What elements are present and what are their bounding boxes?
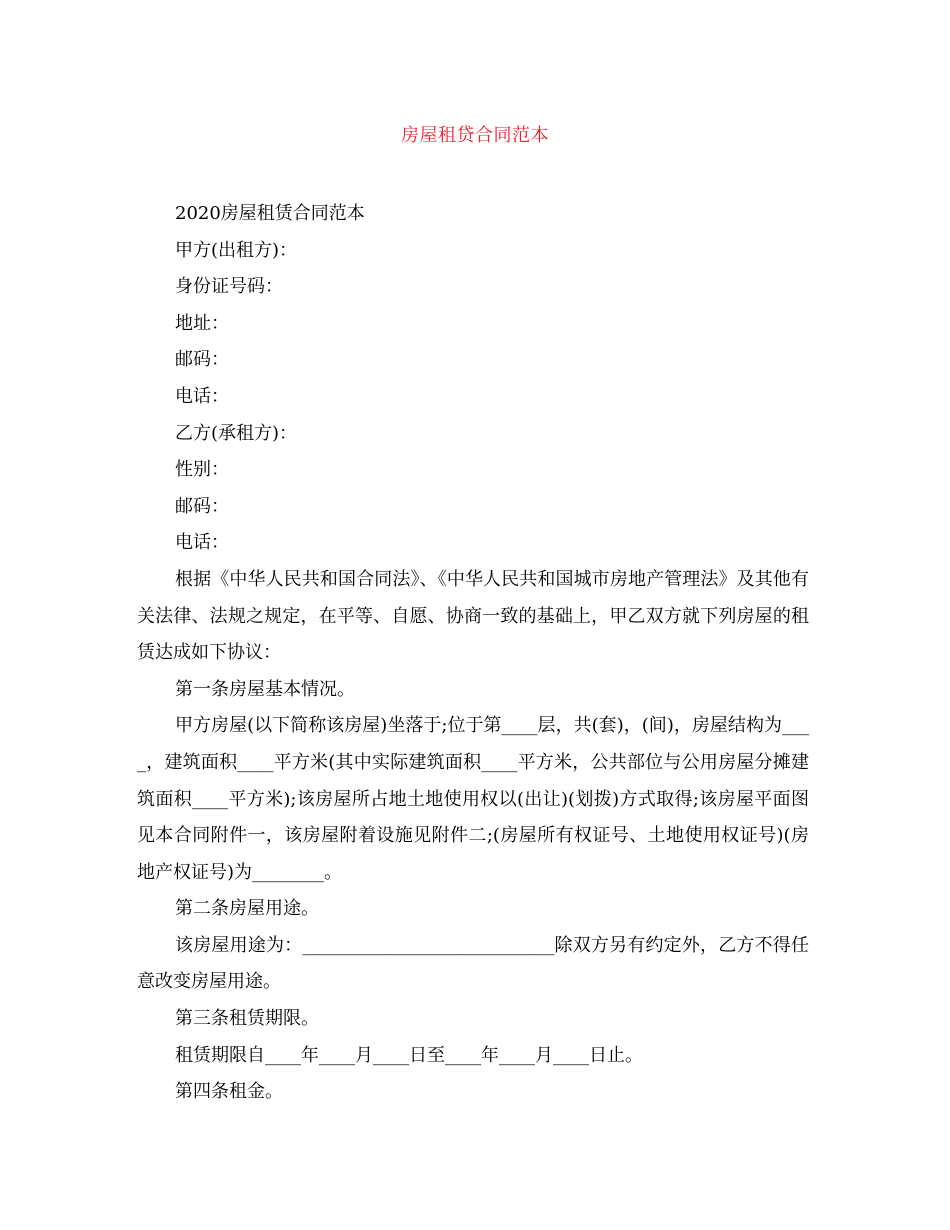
party-b-label: 乙方(承租方)： [175,422,298,444]
postcode-label-b: 邮码： [175,495,229,517]
contract-heading: 2020房屋租赁合同范本 [175,203,365,224]
article-2-paragraph: 该房屋用途为：____________________________除双方另有约定外，乙方不得任意改变房屋用途。 [137,934,809,993]
id-number-label: 身份证号码： [175,276,283,298]
postcode-label-a: 邮码： [175,349,229,371]
document-body [137,196,809,1111]
article-1-heading: 第一条房屋基本情况。 [175,678,355,700]
preamble-paragraph: 根据《中华人民共和国合同法》、《中华人民共和国城市房地产管理法》及其他有关法律、法规之规定，在平等、自愿、协商一致的基础上，甲乙双方就下列房屋的租赁达成如下协议： [137,568,809,664]
address-label: 地址： [175,312,229,334]
document-title: 房屋租贷合同范本 [401,125,549,146]
gender-label: 性别： [175,459,229,481]
article-4-heading: 第四条租金。 [175,1081,283,1103]
article-1-paragraph: 甲方房屋(以下简称该房屋)坐落于;位于第____层，共(套)，(间)，房屋结构为____，建筑面积____平方米(其中实际建筑面积____平方米，公共部位与公用房屋分摊建筑面积____平方米);该房屋所占地土地使用权以(出让)(划拨)方式取得;该房屋平面图见本合同附件一，该房屋附着设施见附件二;(房屋所有权证号、土地使用权证号)(房地产权证号)为________。 [137,715,809,883]
phone-label-a: 电话： [175,385,229,407]
article-3-heading: 第三条租赁期限。 [175,1008,319,1030]
article-3-paragraph: 租赁期限自____年____月____日至____年____月____日止。 [175,1044,643,1066]
phone-label-b: 电话： [175,532,229,554]
party-a-label: 甲方(出租方)： [175,239,298,261]
article-2-heading: 第二条房屋用途。 [175,898,319,920]
